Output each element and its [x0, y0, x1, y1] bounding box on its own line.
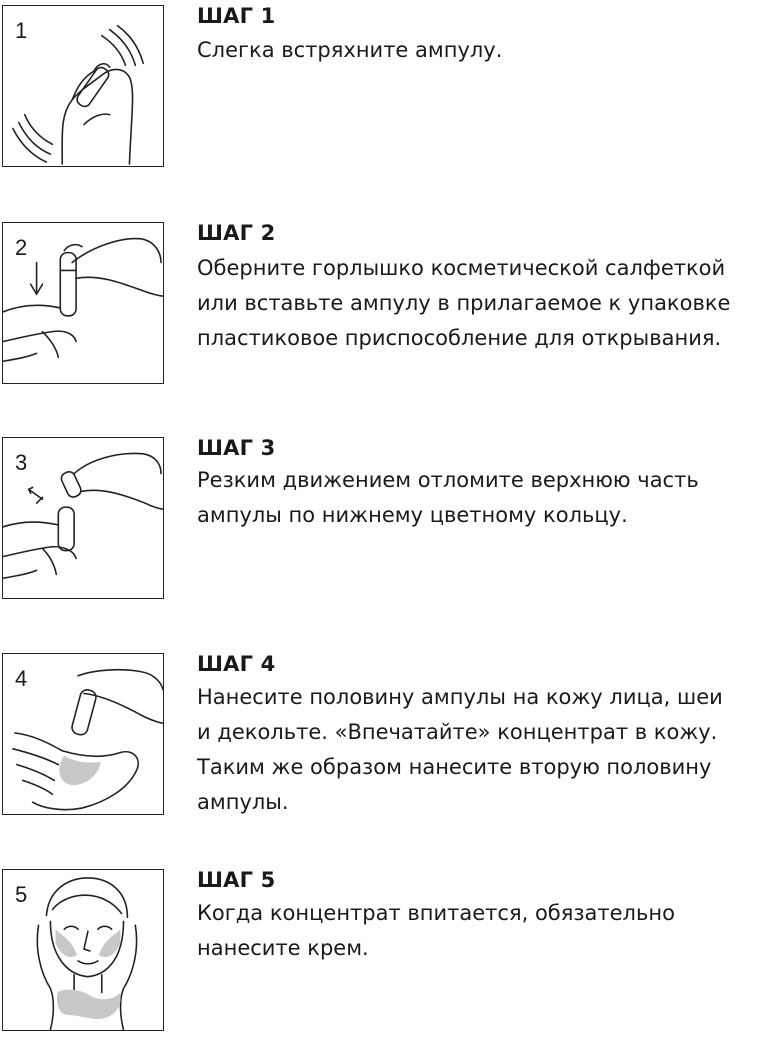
step-number: 1 [15, 18, 28, 43]
step-description: Оберните горлышко косметической салфеткой или вставьте ампулу в прилагаемое к упаковке пластиковое приспособление для открывания. [197, 256, 731, 350]
step-number: 2 [15, 235, 28, 260]
step-title: ШАГ 5 [197, 868, 276, 892]
wrap-ampoule-icon [2, 222, 164, 384]
step-number: 3 [15, 450, 28, 475]
apply-palm-icon [2, 653, 164, 815]
step-title: ШАГ 2 [197, 221, 276, 245]
step-title: ШАГ 1 [197, 4, 276, 28]
step-number: 4 [15, 666, 28, 691]
face-cream-icon [2, 869, 164, 1031]
step-description: Нанесите половину ампулы на кожу лица, шеи и декольте. «Впечатайте» концентрат в кожу. Таким же образом нанесите вторую половину ампулы. [197, 685, 723, 814]
step-title: ШАГ 4 [197, 652, 276, 676]
step-description: Когда концентрат впитается, обязательно нанесите крем. [197, 901, 675, 960]
step-number: 5 [15, 882, 28, 907]
step-title: ШАГ 3 [197, 436, 276, 460]
step-description: Слегка встряхните ампулу. [197, 38, 503, 62]
step-description: Резким движением отломите верхнюю часть ампулы по нижнему цветному кольцу. [197, 468, 699, 527]
break-ampoule-icon [2, 437, 164, 599]
shaking-ampoule-icon [2, 5, 164, 167]
